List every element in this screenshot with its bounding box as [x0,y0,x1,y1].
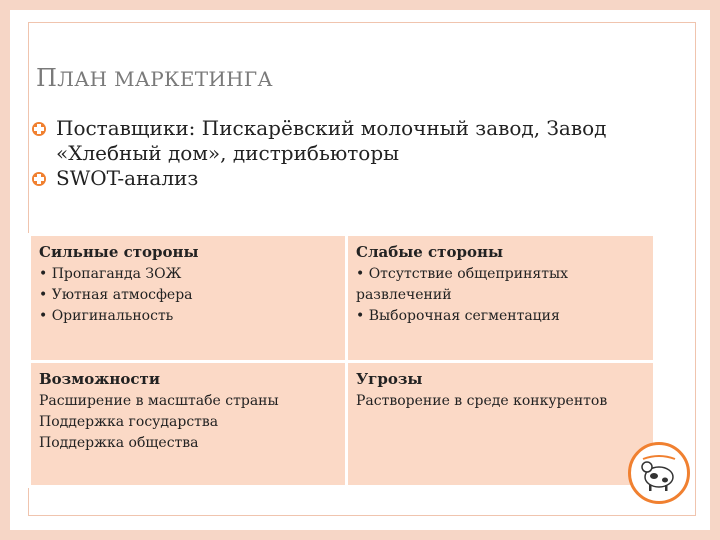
cow-logo-graphic [635,449,683,497]
slide-title-initial: П [36,64,58,92]
swot-item: • Пропаганда ЗОЖ [39,266,182,282]
swot-item: • Уютная атмосфера [39,287,193,303]
swot-threats-title: Угрозы [356,370,423,388]
swot-item: Поддержка государства [39,414,219,430]
plus-bullet-icon [32,122,46,136]
slide-title-rest: ЛАН МАРКЕТИНГА [57,67,273,91]
swot-opportunities-title: Возможности [39,370,160,388]
bullet-item [30,166,670,191]
bullet-text: SWOT-анализ [56,166,199,190]
bullet-text: Поставщики: Пискарёвский молочный завод, Завод «Хлебный дом», дистрибьюторы [56,116,607,165]
swot-item: Поддержка общества [39,435,199,451]
slide-title [36,64,273,92]
swot-table [28,233,656,488]
plus-bullet-icon [32,172,46,186]
swot-strengths-cell [30,235,347,362]
cow-logo-icon [628,442,690,504]
swot-item: Растворение в среде конкурентов [356,393,608,409]
swot-opportunities-cell [30,362,347,487]
swot-weaknesses-cell [347,235,655,362]
swot-threats-cell [347,362,655,487]
swot-item: • Отсутствие общепринятых развлечений [356,266,569,303]
bullet-item [30,116,670,166]
swot-weaknesses-title: Слабые стороны [356,243,503,261]
swot-strengths-title: Сильные стороны [39,243,199,261]
bullet-list [30,116,670,191]
swot-item: • Выборочная сегментация [356,308,560,324]
swot-item: • Оригинальность [39,308,174,324]
swot-item: Расширение в масштабе страны [39,393,279,409]
